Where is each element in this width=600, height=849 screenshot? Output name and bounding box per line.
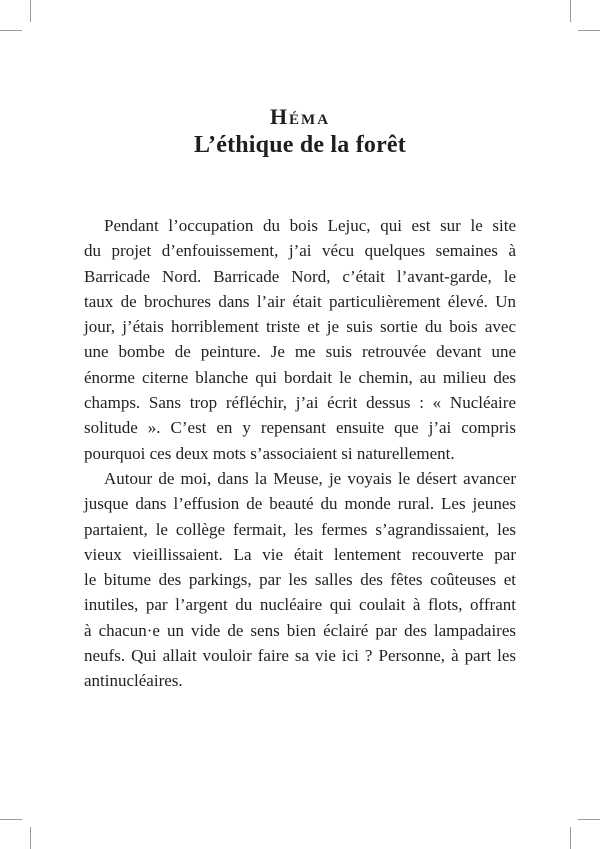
body-line: inutiles, par l’argent du nucléaire qui coulait à flots, offrant bbox=[84, 595, 516, 615]
crop-mark-top-left-horizontal bbox=[0, 30, 22, 31]
body-line: taux de brochures dans l’air était particulièrement élevé. Un bbox=[84, 291, 516, 311]
body-line: le bitume des parkings, par les salles des fêtes coûteuses et bbox=[84, 570, 516, 590]
body-line: du projet d’enfouissement, j’ai vécu quelques semaines à bbox=[84, 241, 516, 261]
crop-mark-bottom-left-vertical bbox=[30, 827, 31, 849]
body-line: jour, j’étais horriblement triste et je suis sortie du bois avec bbox=[84, 317, 516, 337]
crop-mark-top-right-vertical bbox=[570, 0, 571, 22]
body-line: neufs. Qui allait vouloir faire sa vie ici ? Personne, à part les bbox=[84, 646, 516, 666]
crop-mark-bottom-right-vertical bbox=[570, 827, 571, 849]
body-line: antinucléaires. bbox=[84, 671, 183, 691]
body-line: vieux vieillissaient. La vie était lentement recouverte par bbox=[84, 544, 516, 564]
crop-mark-top-left-vertical bbox=[30, 0, 31, 22]
body-line: Autour de moi, dans la Meuse, je voyais le désert avancer bbox=[104, 468, 516, 488]
body-line: Pendant l’occupation du bois Lejuc, qui est sur le site bbox=[104, 216, 516, 235]
body-line: solitude ». C’est en y repensant ensuite que j’ai compris bbox=[84, 418, 516, 438]
crop-mark-bottom-right-horizontal bbox=[578, 819, 600, 820]
chapter-title: L’éthique de la forêt bbox=[194, 132, 406, 158]
chapter-author-name: Héma bbox=[269, 104, 331, 129]
body-line: énorme citerne blanche qui bordait le chemin, au milieu des bbox=[84, 367, 516, 387]
body-line: jusque dans l’effusion de beauté du monde rural. Les jeunes bbox=[84, 494, 516, 514]
body-line: partaient, le collège fermait, les fermes s’agrandissaient, les bbox=[84, 519, 516, 539]
body-line: pourquoi ces deux mots s’associaient si naturellement. bbox=[84, 443, 455, 463]
crop-mark-bottom-left-horizontal bbox=[0, 819, 22, 820]
body-line: champs. Sans trop réfléchir, j’ai écrit dessus : « Nucléaire bbox=[84, 393, 516, 413]
chapter-heading bbox=[84, 104, 516, 160]
body-line: Barricade Nord. Barricade Nord, c’était l’avant-garde, le bbox=[84, 266, 516, 286]
body-text bbox=[84, 213, 516, 694]
body-line: une bombe de peinture. Je me suis retrouvée devant une bbox=[84, 342, 516, 362]
crop-mark-top-right-horizontal bbox=[578, 30, 600, 31]
body-line: à chacun·e un vide de sens bien éclairé par des lampadaires bbox=[84, 620, 516, 640]
